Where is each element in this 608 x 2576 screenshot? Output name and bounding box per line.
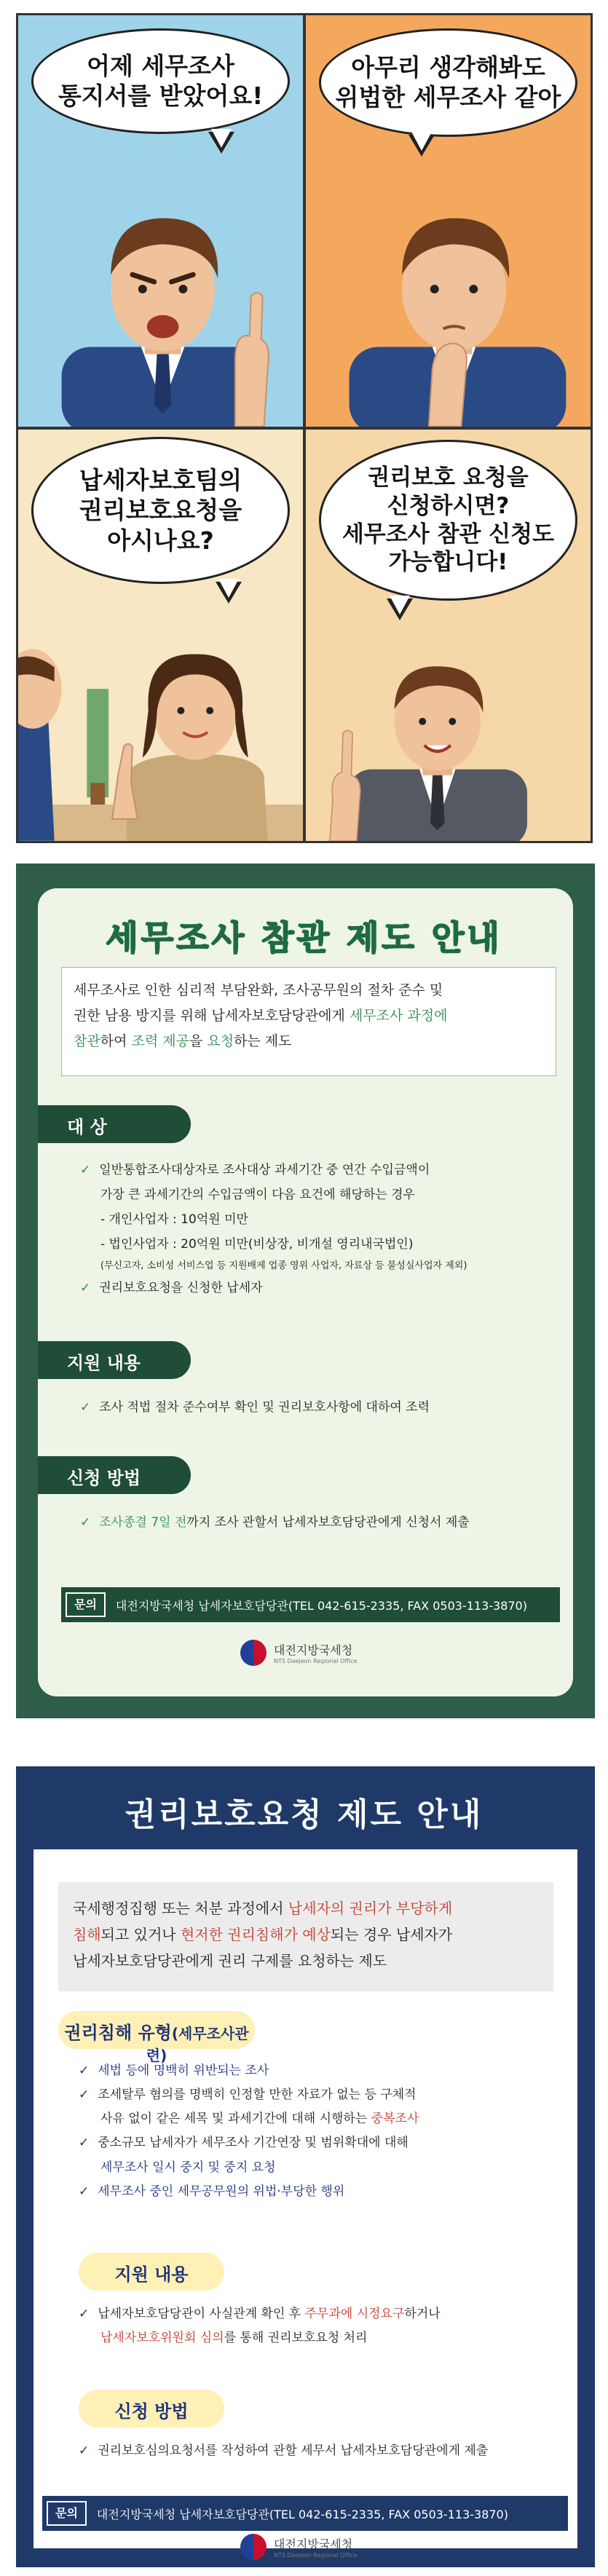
rights-apply-list: [79, 2439, 559, 2463]
contact-label: 문의: [47, 2501, 87, 2526]
intro-text: 하는 제도: [234, 1033, 292, 1050]
comic-panel-3: [18, 430, 303, 841]
bubble-line: 납세자보호팀의: [79, 466, 242, 494]
intro-highlight: 세무조사 과정에: [349, 1008, 448, 1024]
comic-section: [0, 0, 608, 852]
list-item: ✓ 조사종결 7일 전까지 조사 관할서 납세자보호담당관에게 신청서 제출: [80, 1515, 470, 1530]
check-icon: ✓: [80, 1163, 91, 1177]
bubble-line: 위법한 세무조사 같아: [335, 83, 561, 112]
support-heading: 지원 내용: [38, 1341, 191, 1379]
comic-panel-1: [18, 15, 303, 427]
thinking-man-illustration: [306, 188, 591, 427]
list-item: ✓ 중소규모 납세자가 세무조사 기간연장 및 범위확대에 대해: [79, 2136, 408, 2151]
bubble-line: 통지서를 받았어요!: [58, 82, 264, 111]
nts-emblem-icon: [240, 1640, 267, 1666]
rights-intro-box: 국세행정집행 또는 처분 과정에서 납세자의 권리가 부당하게 침해되고 있거나 현저한 권리침해가 예상되는 경우 납세자가 납세자보호담당관에게 권리 구제를 요청하는 제도: [58, 1882, 553, 1991]
nts-logo: 대전지방국세청 NTS Daejeon Regional Office: [240, 2534, 358, 2560]
bubble-line: 가능합니다!: [388, 549, 508, 576]
list-item: ✓ 권리보호요청을 신청한 납세자: [80, 1281, 263, 1295]
list-item: - 법인사업자 : 20억원 미만(비상장, 비개설 영리내국법인): [100, 1237, 414, 1252]
types-heading: 권리침해 유형(세무조사관련): [58, 2011, 255, 2049]
nts-logo: 대전지방국세청 NTS Daejeon Regional Office: [240, 1640, 358, 1666]
comic-panel-2: [306, 15, 591, 427]
list-item: ✓ 세무조사 중인 세무공무원의 위법·부당한 행위: [79, 2184, 345, 2199]
check-icon: ✓: [80, 1400, 91, 1415]
intro-text: 하여: [100, 1033, 132, 1050]
speech-bubble-3: [31, 437, 290, 584]
contact-label: 문의: [66, 1592, 106, 1617]
angry-man-illustration: [18, 188, 303, 427]
intro-highlight: 참관: [74, 1033, 100, 1050]
bubble-line: 아무리 생각해봐도: [351, 53, 545, 82]
types-list: [79, 2059, 559, 2204]
rights-apply-heading: 신청 방법: [79, 2390, 224, 2427]
rights-support-list: [79, 2302, 559, 2350]
list-item: ✓ 권리보호심의요청서를 작성하여 관할 세무서 납세자보호담당관에게 제출: [79, 2443, 489, 2458]
audit-intro-box: [61, 967, 556, 1076]
list-item: ✓ 조세탈루 혐의를 명백히 인정할 만한 자료가 없는 등 구체적: [79, 2087, 416, 2103]
smiling-man-illustration: [306, 644, 542, 841]
check-icon: ✓: [79, 2443, 90, 2458]
rights-contact-bar: [42, 2496, 568, 2531]
target-list: [80, 1158, 553, 1300]
woman-consultant-illustration: [18, 602, 303, 841]
bubble-line: 신청하시면?: [387, 492, 510, 519]
comic-frame: [16, 13, 593, 843]
comic-panel-4: [306, 430, 591, 841]
list-item: 사유 없이 같은 세목 및 과세기간에 대해 시행하는 중복조사: [100, 2111, 419, 2127]
rights-title: 권리보호요청 제도 안내: [125, 1796, 483, 1833]
bubble-line: 어제 세무조사: [87, 52, 234, 80]
list-item: ✓ 일반통합조사대상자로 조사대상 과세기간 중 연간 수입금액이: [80, 1163, 430, 1177]
speech-bubble-4: [319, 440, 577, 601]
contact-text: 대전지방국세청 납세자보호담당관(TEL 042-615-2335, FAX 0503-113-3870): [96, 2507, 508, 2521]
intro-highlight: 조력 제공: [131, 1033, 189, 1050]
intro-highlight: 요청: [207, 1033, 234, 1050]
intro-text: 을: [189, 1033, 208, 1050]
check-icon: ✓: [79, 2136, 90, 2151]
audit-contact-bar: [61, 1587, 560, 1622]
bubble-line: 세무조사 참관 신청도: [341, 521, 555, 548]
intro-text: 권한 남용 방지를 위해 납세자보호담당관에게: [74, 1008, 350, 1024]
support-list: [80, 1395, 553, 1420]
target-heading: 대 상: [38, 1105, 191, 1143]
rights-protection-section: [0, 1755, 608, 2576]
check-icon: ✓: [79, 2307, 90, 2321]
speech-bubble-1: [31, 28, 290, 134]
list-item: ✓ 납세자보호담당관이 사실관계 확인 후 주무과에 시정요구하거나: [79, 2307, 441, 2321]
check-icon: ✓: [80, 1281, 91, 1295]
list-item: 가장 큰 과세기간의 수입금액이 다음 요건에 해당하는 경우: [100, 1188, 415, 1202]
check-icon: ✓: [80, 1515, 91, 1530]
list-item: ✓ 조사 적법 절차 준수여부 확인 및 권리보호사항에 대하여 조력: [80, 1400, 430, 1415]
contact-text: 대전지방국세청 납세자보호담당관(TEL 042-615-2335, FAX 0503-113-3870): [115, 1598, 527, 1613]
apply-heading: 신청 방법: [38, 1456, 191, 1494]
intro-text: 세무조사로 인한 심리적 부담완화, 조사공무원의 절차 준수 및: [74, 982, 443, 998]
rights-support-heading: 지원 내용: [79, 2253, 224, 2291]
check-icon: ✓: [79, 2087, 90, 2103]
apply-list: [80, 1510, 553, 1535]
list-item: ✓ 세법 등에 명백히 위반되는 조사: [79, 2063, 269, 2078]
list-item: (무신고자, 소비성 서비스업 등 지원배제 업종 영위 사업자, 자료상 등 불성실사업자 제외): [100, 1260, 467, 1271]
audit-title: 세무조사 참관 제도 안내: [106, 918, 502, 957]
check-icon: ✓: [79, 2063, 90, 2078]
nts-emblem-icon: [240, 2534, 267, 2560]
audit-participation-section: [0, 852, 608, 1755]
list-item: 세무조사 일시 중지 및 중지 요청: [100, 2160, 276, 2175]
list-item: 납세자보호위원회 심의를 통해 권리보호요청 처리: [100, 2331, 368, 2346]
check-icon: ✓: [79, 2184, 90, 2199]
bubble-line: 권리보호요청을: [79, 496, 242, 525]
speech-bubble-2: [319, 28, 577, 137]
bubble-line: 아시나요?: [107, 526, 214, 555]
bubble-line: 권리보호 요청을: [368, 465, 529, 491]
list-item: - 개인사업자 : 10억원 미만: [100, 1212, 248, 1227]
